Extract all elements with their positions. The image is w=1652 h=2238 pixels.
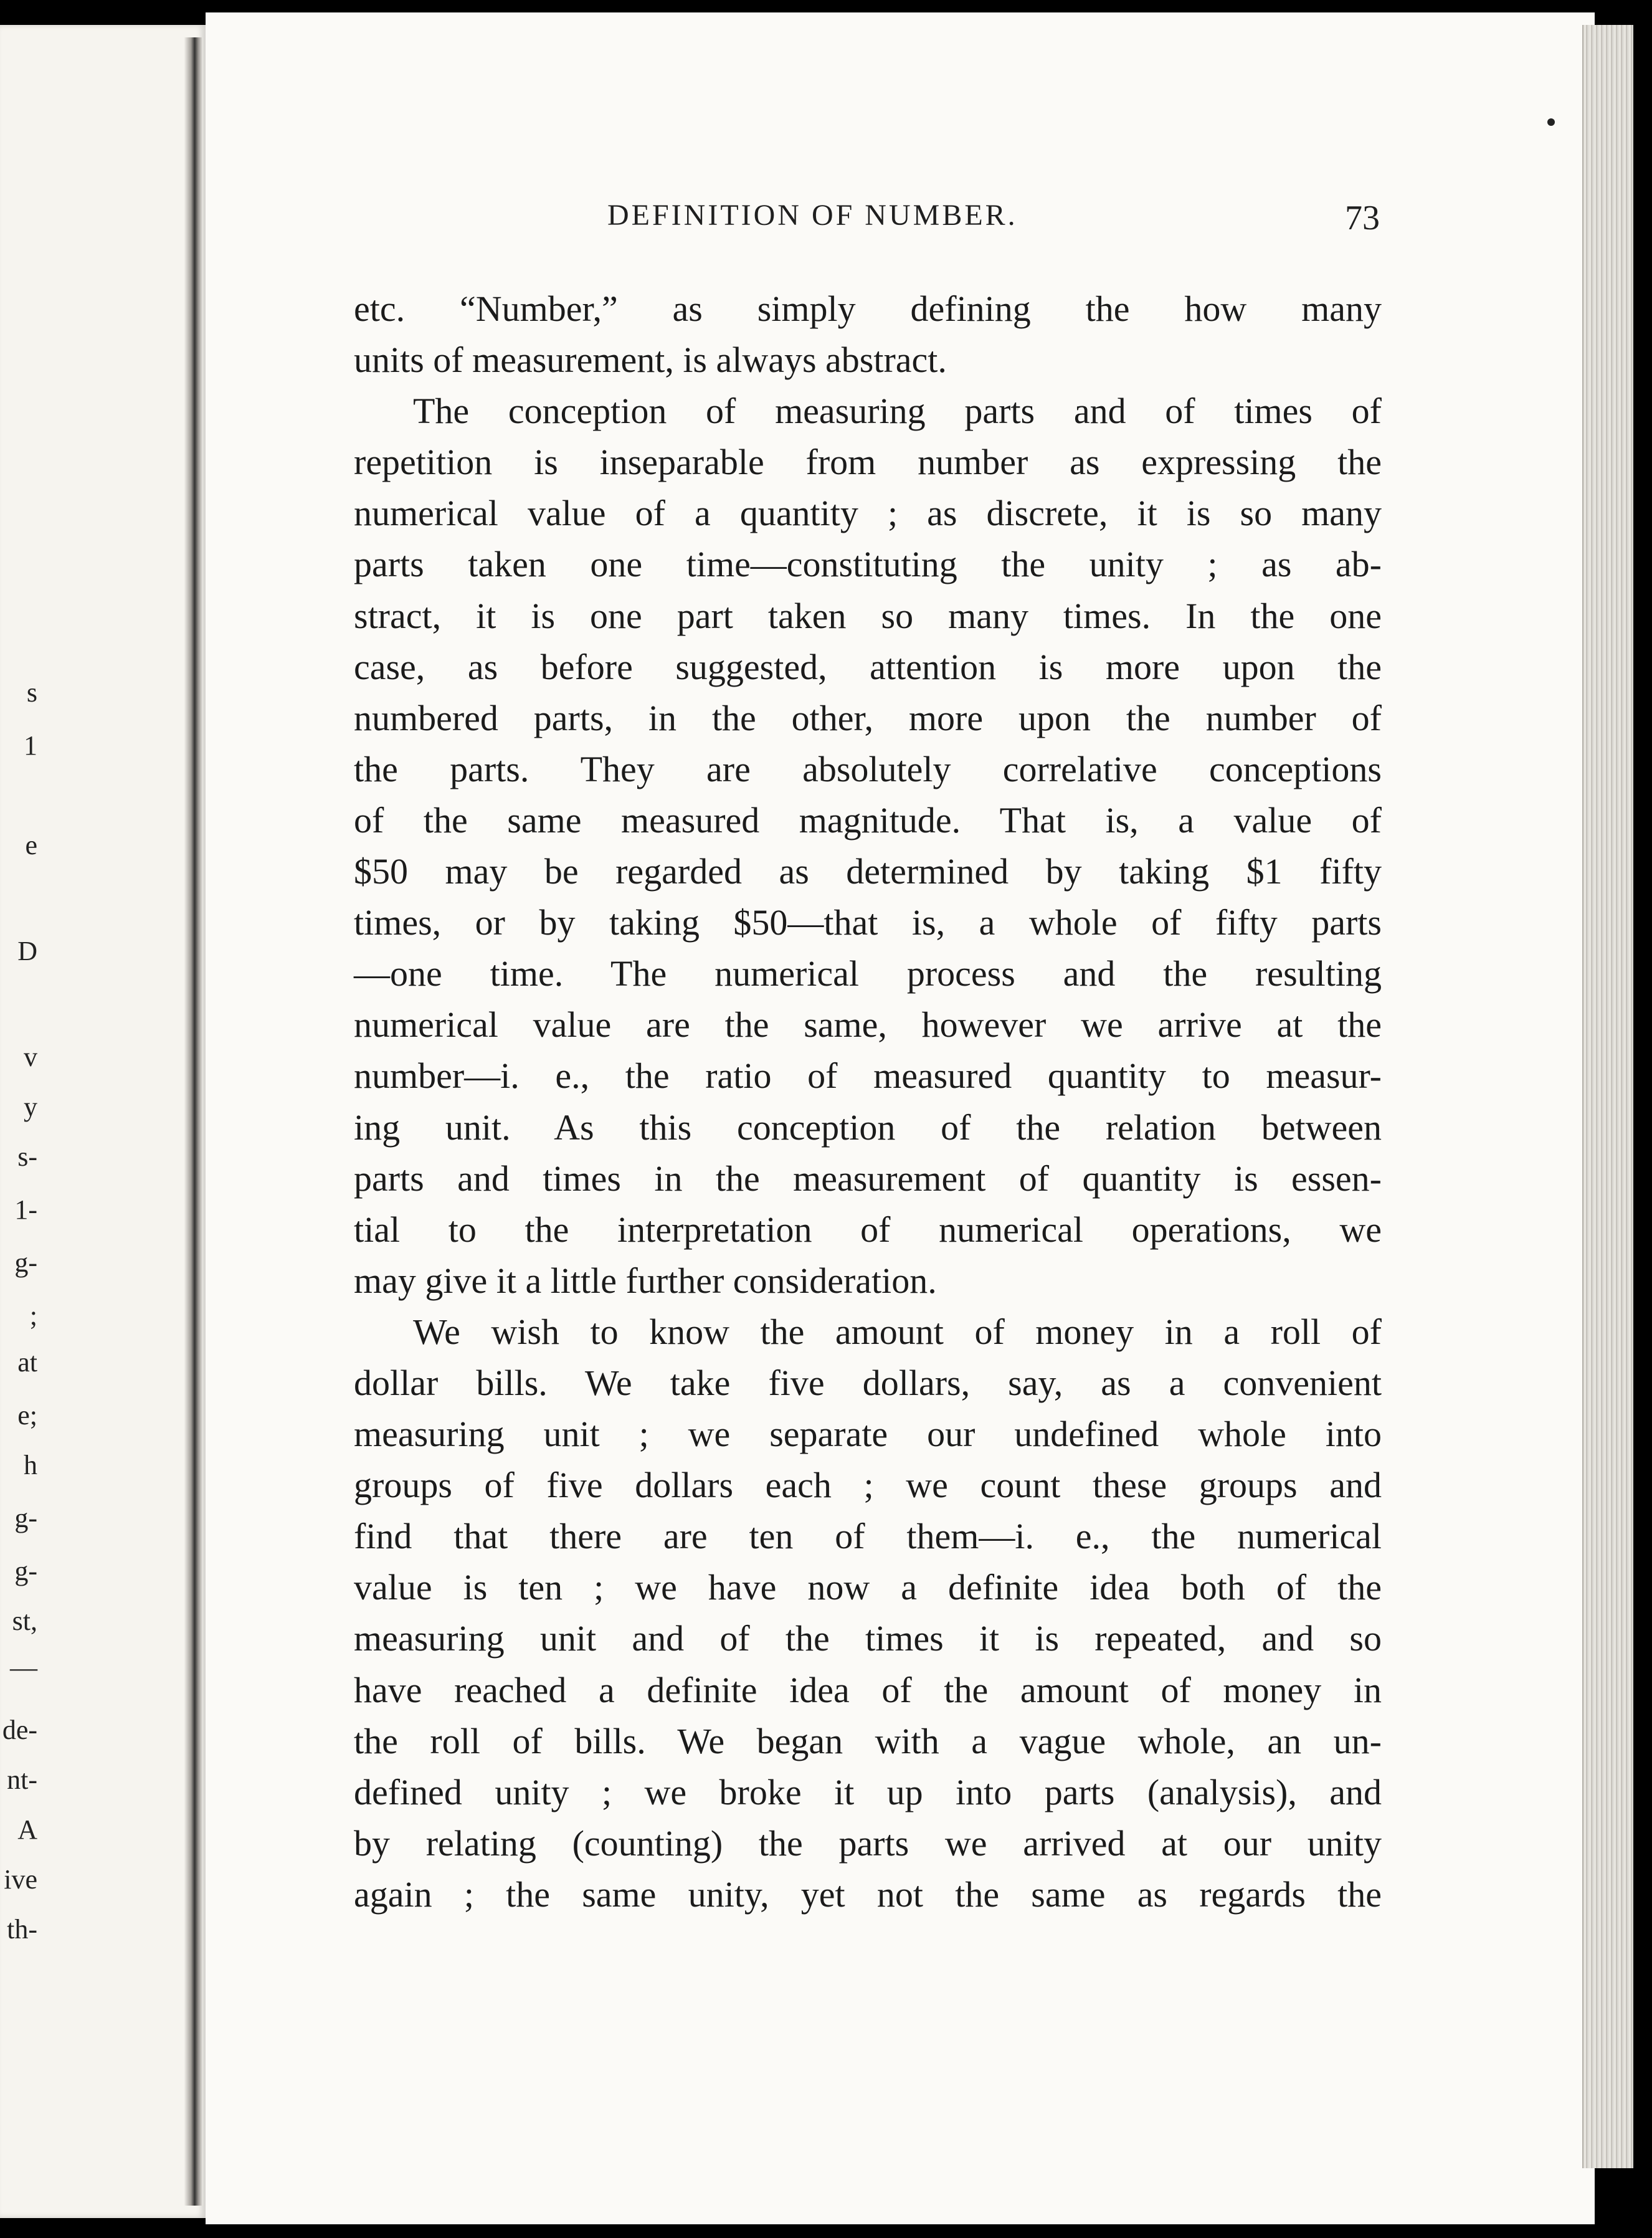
text-line: parts and times in the measurement of quantity is essen- — [354, 1158, 1382, 1199]
text-line: again ; the same unity, yet not the same as regards the — [354, 1874, 1382, 1915]
text-line: The conception of measuring parts and of times of — [413, 391, 1382, 432]
fragment: — — [10, 1652, 37, 1683]
fragment: ive — [4, 1864, 37, 1895]
facing-page-fragments — [0, 0, 37, 2238]
body-text — [354, 283, 1382, 1920]
text-line: ing unit. As this conception of the relation between — [354, 1107, 1382, 1148]
text-line: numerical value of a quantity ; as discrete, it is so many — [354, 493, 1382, 534]
text-line: tial to the interpretation of numerical operations, we — [354, 1209, 1382, 1250]
text-line: may give it a little further consideration. — [354, 1260, 937, 1301]
fragment: e — [25, 830, 37, 860]
fragment: s- — [17, 1141, 37, 1172]
fragment: g- — [14, 1503, 37, 1533]
paragraph-1 — [354, 283, 1382, 386]
text-line: number—i. e., the ratio of measured quantity to measur- — [354, 1055, 1382, 1097]
fragment: at — [17, 1347, 37, 1378]
page-number: 73 — [1345, 199, 1380, 237]
text-line: groups of five dollars each ; we count these groups and — [354, 1465, 1382, 1506]
text-line: value is ten ; we have now a definite idea both of the — [354, 1567, 1382, 1608]
fragment: st, — [12, 1606, 37, 1636]
text-line: repetition is inseparable from number as expressing the — [354, 442, 1382, 483]
page-edges — [1582, 25, 1633, 2168]
text-line: case, as before suggested, attention is more upon the — [354, 646, 1382, 687]
text-line: numerical value are the same, however we arrive at the — [354, 1004, 1382, 1045]
fragment: A — [17, 1814, 37, 1845]
text-line: parts taken one time—constituting the unity ; as ab- — [354, 544, 1382, 585]
text-line: dollar bills. We take five dollars, say, as a convenient — [354, 1362, 1382, 1403]
text-line: of the same measured magnitude. That is, a value of — [354, 799, 1382, 840]
fragment: v — [24, 1042, 37, 1072]
fragment: e; — [17, 1400, 37, 1431]
text-line: numbered parts, in the other, more upon the number of — [354, 697, 1382, 738]
paragraph-2 — [354, 386, 1382, 1307]
text-line: have reached a definite idea of the amount of money in — [354, 1669, 1382, 1710]
text-line: —one time. The numerical process and the resulting — [354, 953, 1382, 994]
text-line: by relating (counting) the parts we arrived at our unity — [354, 1822, 1382, 1864]
text-line: times, or by taking $50—that is, a whole of fifty parts — [354, 902, 1382, 943]
fragment: s — [26, 677, 37, 708]
text-line: $50 may be regarded as determined by taking $1 fifty — [354, 851, 1382, 892]
text-line: measuring unit ; we separate our undefined whole into — [354, 1414, 1382, 1455]
fragment: 1- — [14, 1194, 37, 1225]
text-line: defined unity ; we broke it up into parts (analysis), and — [354, 1771, 1382, 1812]
book-gutter — [184, 37, 203, 2206]
fragment: 1 — [24, 730, 37, 761]
text-line: the roll of bills. We began with a vague whole, an un- — [354, 1720, 1382, 1761]
text-line: etc. “Number,” as simply defining the how many — [354, 288, 1382, 329]
fragment: y — [24, 1092, 37, 1122]
text-line: the parts. They are absolutely correlative conceptions — [354, 748, 1382, 789]
text-line: We wish to know the amount of money in a roll of — [413, 1311, 1382, 1352]
fragment: D — [17, 936, 37, 966]
text-line: units of measurement, is always abstract. — [354, 340, 947, 381]
fragment: nt- — [7, 1764, 37, 1795]
fragment: g- — [14, 1556, 37, 1586]
ink-speck — [1547, 118, 1555, 126]
fragment: de- — [2, 1715, 37, 1745]
fragment: th- — [7, 1914, 37, 1945]
fragment: g- — [14, 1247, 37, 1278]
fragment: ; — [29, 1300, 37, 1331]
page-header — [607, 198, 1380, 242]
text-line: stract, it is one part taken so many times. In the one — [354, 595, 1382, 636]
text-line: find that there are ten of them—i. e., the numerical — [354, 1516, 1382, 1557]
paragraph-3 — [354, 1307, 1382, 1920]
fragment: h — [24, 1450, 37, 1480]
text-line: measuring unit and of the times it is repeated, and so — [354, 1618, 1382, 1659]
running-head: DEFINITION OF NUMBER. — [607, 199, 1018, 232]
